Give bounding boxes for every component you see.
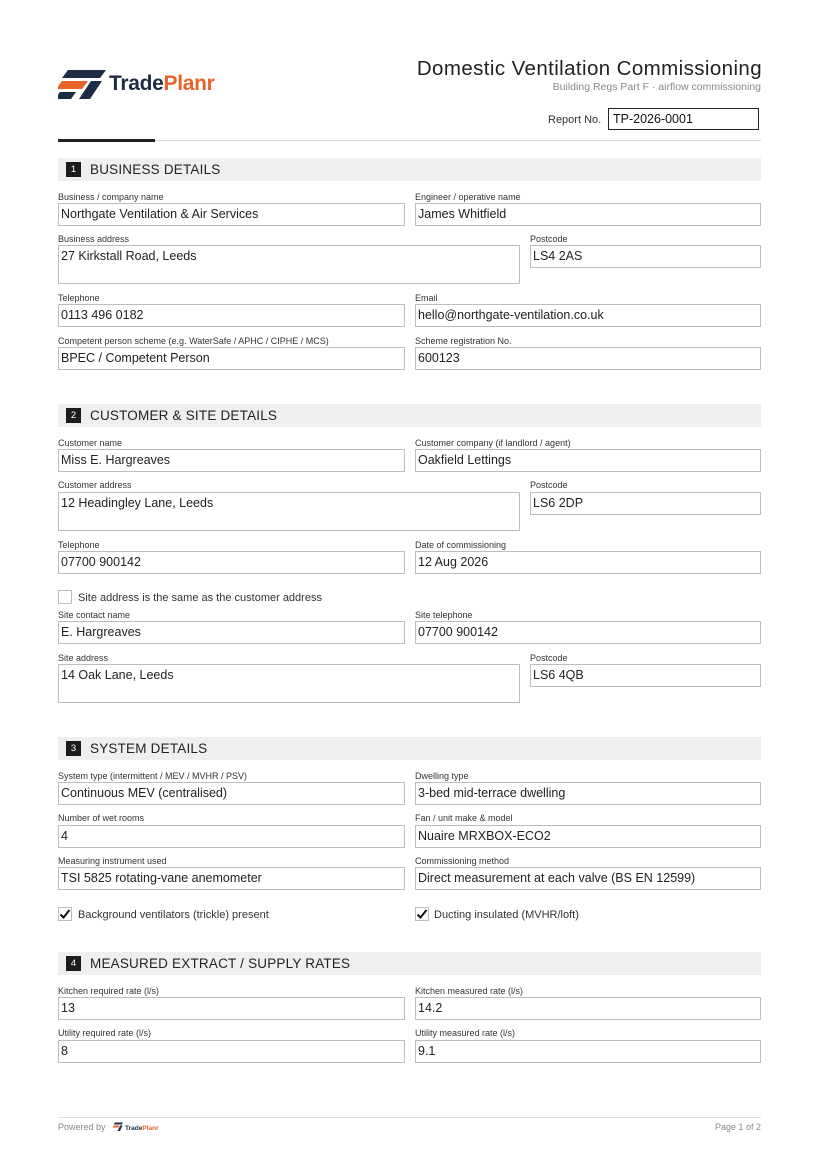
site-address-label: Site address (58, 653, 109, 663)
business-address-field[interactable]: 27 Kirkstall Road, Leeds (58, 245, 520, 284)
ducting-insulated-checkbox[interactable] (415, 907, 429, 921)
section-number: 1 (66, 162, 81, 177)
report-number-label: Report No. (548, 114, 602, 126)
section-title: BUSINESS DETAILS (90, 162, 221, 177)
customer-name-field[interactable]: Miss E. Hargreaves (58, 449, 405, 472)
instrument-field[interactable]: TSI 5825 rotating-vane anemometer (58, 867, 405, 890)
checkmark-icon (59, 908, 71, 920)
footer-divider (58, 1117, 761, 1118)
section-header-business (58, 158, 761, 181)
report-number-field[interactable]: TP-2026-0001 (608, 108, 759, 130)
site-contact-field[interactable]: E. Hargreaves (58, 621, 405, 644)
site-telephone-field[interactable]: 07700 900142 (415, 621, 761, 644)
customer-company-label: Customer company (if landlord / agent) (415, 438, 571, 448)
kitchen-measured-field[interactable]: 14.2 (415, 997, 761, 1020)
section-number: 2 (66, 408, 81, 423)
site-postcode-label: Postcode (530, 653, 568, 663)
dwelling-type-label: Dwelling type (415, 771, 469, 781)
customer-name-label: Customer name (58, 438, 123, 448)
site-postcode-field[interactable]: LS6 4QB (530, 664, 761, 687)
document-title: Domestic Ventilation Commissioning (416, 57, 762, 80)
site-address-field[interactable]: 14 Oak Lane, Leeds (58, 664, 520, 703)
commissioning-date-field[interactable]: 12 Aug 2026 (415, 551, 761, 574)
system-type-label: System type (intermittent / MEV / MVHR / PSV) (58, 771, 248, 781)
section-title: MEASURED EXTRACT / SUPPLY RATES (90, 956, 351, 971)
customer-company-field[interactable]: Oakfield Lettings (415, 449, 761, 472)
customer-address-field[interactable]: 12 Headingley Lane, Leeds (58, 492, 520, 531)
brand-name-part2: Planr (163, 72, 215, 95)
utility-measured-label: Utility measured rate (l/s) (415, 1028, 516, 1038)
utility-measured-field[interactable]: 9.1 (415, 1040, 761, 1063)
kitchen-required-label: Kitchen required rate (l/s) (58, 986, 160, 996)
header-accent-bar (58, 139, 155, 142)
powered-by-label: Powered by (58, 1122, 106, 1132)
section-header-rates (58, 952, 761, 975)
business-name-label: Business / company name (58, 192, 164, 202)
same-address-label: Site address is the same as the customer address (78, 592, 322, 604)
business-email-field[interactable]: hello@northgate-ventilation.co.uk (415, 304, 761, 327)
tradeplanr-footer-logo (113, 1122, 159, 1132)
scheme-registration-field[interactable]: 600123 (415, 347, 761, 370)
page-number: Page 1 of 2 (714, 1122, 761, 1132)
trickle-vents-label: Background ventilators (trickle) present (78, 909, 269, 921)
business-postcode-field[interactable]: LS4 2AS (530, 245, 761, 268)
commissioning-method-field[interactable]: Direct measurement at each valve (BS EN 12599) (415, 867, 761, 890)
kitchen-required-field[interactable]: 13 (58, 997, 405, 1020)
section-number: 3 (66, 741, 81, 756)
section-header-customer (58, 404, 761, 427)
wet-rooms-field[interactable]: 4 (58, 825, 405, 848)
scheme-field[interactable]: BPEC / Competent Person (58, 347, 405, 370)
fan-model-field[interactable]: Nuaire MRXBOX-ECO2 (415, 825, 761, 848)
business-postcode-label: Postcode (530, 234, 568, 244)
kitchen-measured-label: Kitchen measured rate (l/s) (415, 986, 524, 996)
engineer-name-label: Engineer / operative name (415, 192, 521, 202)
engineer-name-field[interactable]: James Whitfield (415, 203, 761, 226)
business-address-label: Business address (58, 234, 130, 244)
customer-postcode-label: Postcode (530, 480, 568, 490)
business-email-label: Email (415, 293, 438, 303)
site-contact-label: Site contact name (58, 610, 131, 620)
document-subtitle: Building Regs Part F · airflow commissioning (552, 81, 761, 93)
system-type-field[interactable]: Continuous MEV (centralised) (58, 782, 405, 805)
header-divider (58, 140, 761, 141)
site-telephone-label: Site telephone (415, 610, 473, 620)
commissioning-method-label: Commissioning method (415, 856, 510, 866)
section-header-system (58, 737, 761, 760)
customer-telephone-label: Telephone (58, 540, 100, 550)
business-telephone-label: Telephone (58, 293, 100, 303)
fan-model-label: Fan / unit make & model (415, 813, 513, 823)
scheme-label: Competent person scheme (e.g. WaterSafe / APHC / CIPHE / MCS) (58, 336, 329, 346)
svg-text:TradePlanr: TradePlanr (125, 1125, 159, 1132)
business-name-field[interactable]: Northgate Ventilation & Air Services (58, 203, 405, 226)
commissioning-date-label: Date of commissioning (415, 540, 507, 550)
customer-telephone-field[interactable]: 07700 900142 (58, 551, 405, 574)
utility-required-label: Utility required rate (l/s) (58, 1028, 152, 1038)
section-title: CUSTOMER & SITE DETAILS (90, 408, 278, 423)
brand-wordmark (109, 72, 215, 96)
checkmark-icon (416, 908, 428, 920)
section-title: SYSTEM DETAILS (90, 741, 208, 756)
utility-required-field[interactable]: 8 (58, 1040, 405, 1063)
business-telephone-field[interactable]: 0113 496 0182 (58, 304, 405, 327)
wet-rooms-label: Number of wet rooms (58, 813, 145, 823)
dwelling-type-field[interactable]: 3-bed mid-terrace dwelling (415, 782, 761, 805)
section-number: 4 (66, 956, 81, 971)
trickle-vents-checkbox[interactable] (58, 907, 72, 921)
ducting-insulated-label: Ducting insulated (MVHR/loft) (434, 909, 579, 921)
instrument-label: Measuring instrument used (58, 856, 167, 866)
brand-name-part1: Trade (109, 72, 164, 95)
same-address-checkbox[interactable] (58, 590, 72, 604)
customer-address-label: Customer address (58, 480, 132, 490)
scheme-registration-label: Scheme registration No. (415, 336, 512, 346)
customer-postcode-field[interactable]: LS6 2DP (530, 492, 761, 515)
